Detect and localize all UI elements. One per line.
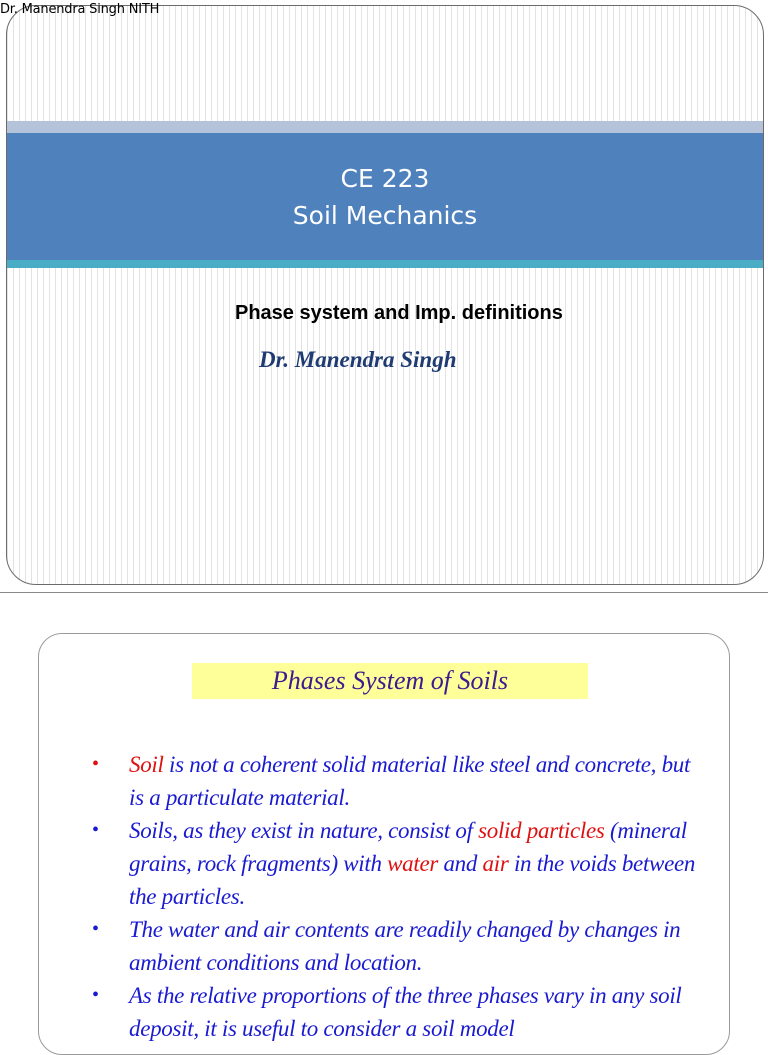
content-slide	[38, 633, 730, 1055]
title-band-top-stripe	[7, 121, 763, 133]
title-slide	[6, 5, 764, 585]
bullet-text: is not a coherent solid material like steel and concrete, but is a particulate material.	[129, 752, 691, 810]
bullet-icon: •	[92, 753, 99, 775]
bullet-text: (mineral grains, rock fragments) with	[129, 818, 687, 876]
bullet-text: The water and air contents are readily changed by changes in ambient conditions and location.	[129, 917, 681, 975]
page-divider	[0, 592, 768, 593]
bullet-list	[89, 748, 709, 1045]
list-item	[89, 748, 709, 814]
course-name: Soil Mechanics	[292, 201, 478, 230]
bullet-icon: •	[92, 819, 99, 841]
slide-subtitle: Phase system and Imp. definitions	[235, 302, 563, 324]
bullet-icon: •	[92, 918, 99, 940]
list-item	[89, 814, 709, 913]
watermark-text: Dr. Manendra Singh NITH	[0, 2, 160, 17]
highlight-term: air	[482, 851, 509, 876]
bullet-text: As the relative proportions of the three phases vary in any soil deposit, it is useful to consider a soil model	[129, 983, 682, 1041]
course-code: CE 223	[340, 164, 430, 193]
highlight-term: solid particles	[478, 818, 605, 843]
list-item	[89, 979, 709, 1045]
bullet-text: and	[438, 851, 483, 876]
bullet-icon: •	[92, 984, 99, 1006]
author-name: Dr. Manendra Singh	[259, 347, 457, 372]
title-band	[7, 133, 763, 260]
highlight-term: water	[387, 851, 439, 876]
title-band-bottom-stripe	[7, 260, 763, 268]
bullet-text: in the voids between the particles.	[129, 851, 696, 909]
slide-title: Phases System of Soils	[192, 663, 588, 699]
list-item	[89, 913, 709, 979]
bullet-text: Soils, as they exist in nature, consist of	[129, 818, 479, 843]
highlight-term: Soil	[129, 752, 164, 777]
